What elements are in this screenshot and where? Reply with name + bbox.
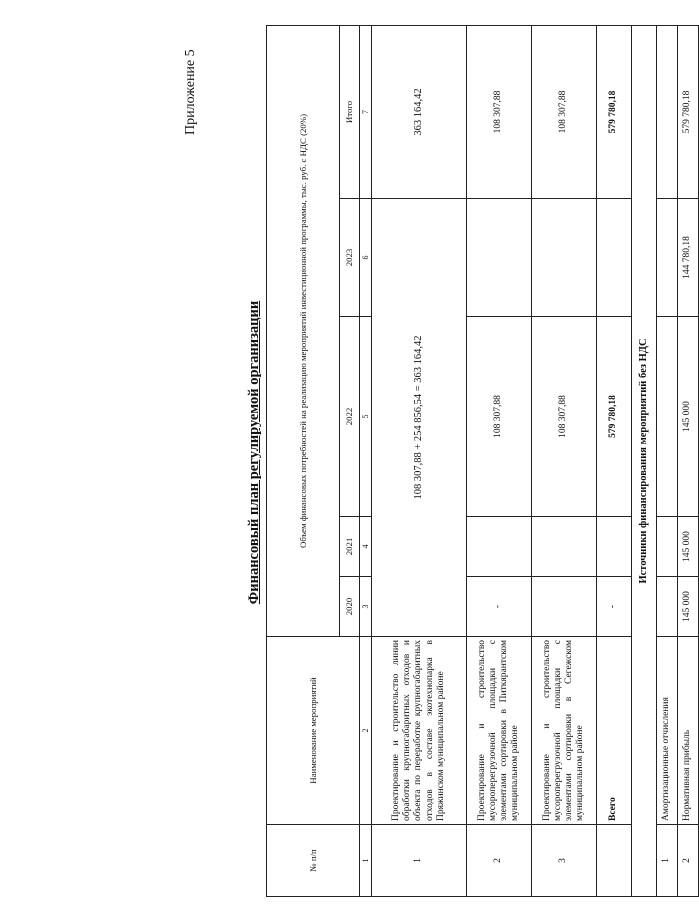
value-2022 <box>657 317 678 517</box>
value-2023 <box>532 199 597 317</box>
grand-total: 579 780,18 <box>597 25 632 198</box>
column-index-row <box>360 25 372 896</box>
header-name: Наименование мероприятий <box>267 637 360 825</box>
value-2023 <box>597 199 632 317</box>
header-volume-group: Объем финансовых потребностей на реализацию мероприятий инвестиционной программы, тыс. руб. с НДС (20%) <box>267 25 340 636</box>
header-year-2021: 2021 <box>340 517 360 577</box>
document-title: Финансовый план регулируемой организации <box>246 300 262 605</box>
row-number: 3 <box>532 825 597 897</box>
project-total: 108 307,88 <box>467 25 532 198</box>
source-total <box>657 25 678 198</box>
source-name: Нормативная прибыль <box>678 637 699 825</box>
row-number <box>597 825 632 897</box>
sources-heading-row <box>632 25 657 896</box>
header-row <box>267 25 340 896</box>
index-cell: 5 <box>360 317 372 517</box>
project-name: Проектирование и строительство мусороперегрузочной площадки с элементами сортировки в Питкярантском муниципальном районе <box>467 637 532 825</box>
value-2021 <box>657 517 678 577</box>
merged-calculation: 108 307,88 + 254 856,54 = 363 164,42 <box>372 199 467 637</box>
value-2021 <box>467 517 532 577</box>
header-year-2020: 2020 <box>340 577 360 637</box>
row-number: 2 <box>678 825 699 897</box>
index-cell: 4 <box>360 517 372 577</box>
value-2021: 145 000 <box>678 517 699 577</box>
source-total: 579 780,18 <box>678 25 699 198</box>
value-2022: 108 307,88 <box>467 317 532 517</box>
value-2022: 108 307,88 <box>532 317 597 517</box>
total-label: Всего <box>597 637 632 825</box>
index-cell: 3 <box>360 577 372 637</box>
header-total: Итого <box>340 25 360 198</box>
financial-plan-table <box>266 25 699 897</box>
value-2021 <box>532 517 597 577</box>
sources-heading: Источники финансирования мероприятий без НДС <box>632 25 657 896</box>
index-cell: 1 <box>360 825 372 897</box>
project-total: 363 164,42 <box>372 25 467 198</box>
value-2020: 145 000 <box>678 577 699 637</box>
appendix-label: Приложение 5 <box>183 49 198 135</box>
value-2022: 579 780,18 <box>597 317 632 517</box>
value-2020: - <box>597 577 632 637</box>
project-total: 108 307,88 <box>532 25 597 198</box>
table-row <box>678 25 699 896</box>
total-row <box>597 25 632 896</box>
value-2020: - <box>467 577 532 637</box>
value-2022: 145 000 <box>678 317 699 517</box>
index-cell: 7 <box>360 25 372 198</box>
table-row <box>467 25 532 896</box>
value-2023: 144 780,18 <box>678 199 699 317</box>
row-number: 1 <box>372 825 467 897</box>
header-year-2023: 2023 <box>340 199 360 317</box>
header-year-2022: 2022 <box>340 317 360 517</box>
table-row <box>657 25 678 896</box>
table-row <box>372 25 467 896</box>
value-2020 <box>657 577 678 637</box>
source-name: Амортизационные отчисления <box>657 637 678 825</box>
table-row <box>532 25 597 896</box>
value-2020 <box>532 577 597 637</box>
value-2023 <box>657 199 678 317</box>
row-number: 1 <box>657 825 678 897</box>
header-num: № п/п <box>267 825 360 897</box>
value-2023 <box>467 199 532 317</box>
index-cell: 2 <box>360 637 372 825</box>
row-number: 2 <box>467 825 532 897</box>
project-name: Проектирование и строительство линии обработки крупногабаритных отходов и объекта по переработке крупногабаритных отходов в составе экотехнопарка в Пряжинском муниципальном районе <box>372 637 467 825</box>
index-cell: 6 <box>360 199 372 317</box>
project-name: Проектирование и строительство мусороперегрузочной площадки с элементами сортировки в Сегежском муниципальном районе <box>532 637 597 825</box>
value-2021 <box>597 517 632 577</box>
